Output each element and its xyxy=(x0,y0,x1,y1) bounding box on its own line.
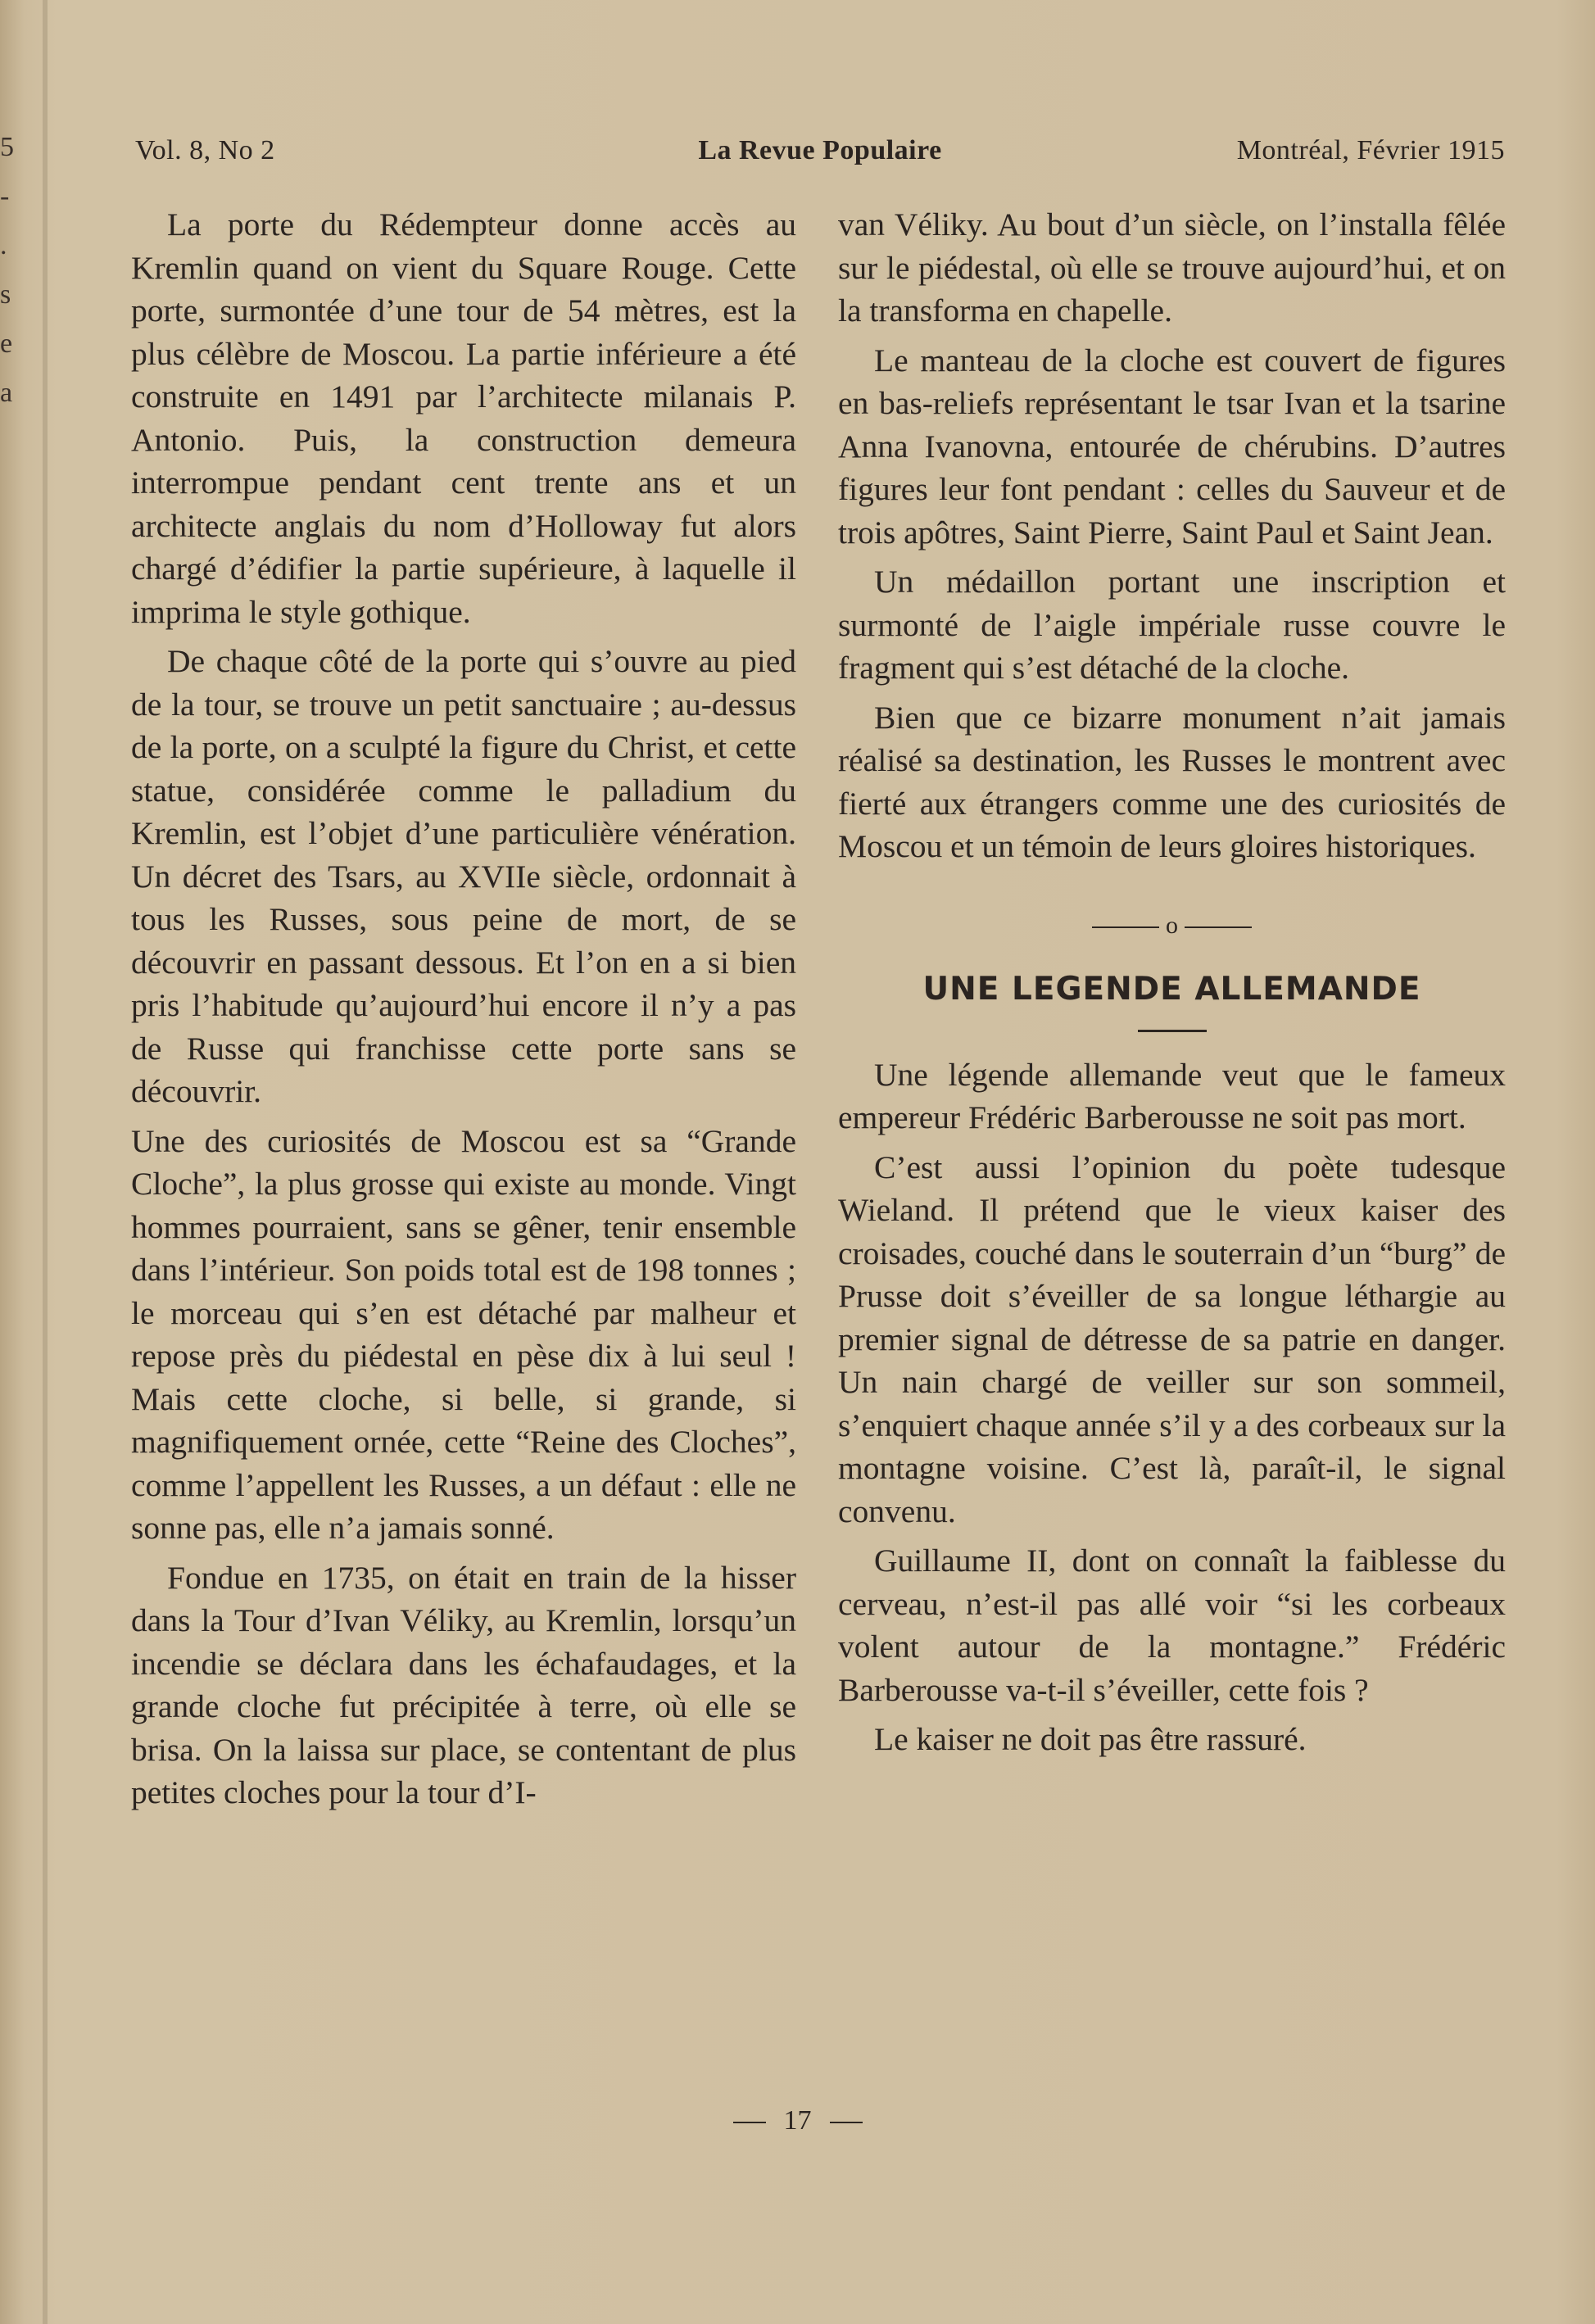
page-number: 17 xyxy=(783,2105,812,2136)
right-column xyxy=(838,203,1506,1768)
paragraph: Guillaume II, dont on connaît la faiblesse du cerveau, n’est-il pas allé voir “si les corbeaux volent autour de la montagne.” Frédéric Barberousse va-t-il s’éveiller, cette fois ? xyxy=(838,1543,1506,1708)
place-date: Montréal, Février 1915 xyxy=(1236,135,1505,165)
edge-mark: . xyxy=(0,230,7,260)
paragraph: Un médaillon portant une inscription et surmonté de l’aigle impériale russe couvre le fragment qui s’est détaché de la cloche. xyxy=(838,564,1506,686)
paragraph: Bien que ce bizarre monument n’ait jamais réalisé sa destination, les Russes le montrent avec fierté aux étrangers comme une des curiosités de Moscou et un témoin de leurs gloires historiques. xyxy=(838,699,1506,864)
edge-mark: e xyxy=(0,328,13,359)
edge-mark: 5 xyxy=(0,132,14,162)
paragraph-continuation: van Véliky. Au bout d’un siècle, on l’installa fêlée sur le piédestal, où elle se trouve aujourd’hui, et on la transforma en chapelle. xyxy=(838,206,1506,328)
edge-mark: a xyxy=(0,378,13,408)
section-separator xyxy=(838,904,1506,948)
title-underline xyxy=(1138,1030,1207,1032)
footer-dash xyxy=(830,2122,863,2123)
page-footer xyxy=(0,2105,1595,2136)
paragraph: Une légende allemande veut que le fameux empereur Frédéric Barberousse ne soit pas mort. xyxy=(838,1056,1506,1135)
paragraph: Le manteau de la cloche est couvert de figures en bas-reliefs représentant le tsar Ivan et la tsarine Anna Ivanovna, entourée de chérubins. D’autres figures leur font pendant : celles du Sauveur et de trois apôtres, Saint Pierre, Saint Paul et Saint Jean. xyxy=(838,342,1506,550)
separator-rule xyxy=(1092,926,1159,928)
paragraph: Une des curiosités de Moscou est sa “Grande Cloche”, la plus grosse qui existe au monde. Vingt hommes pourraient, sans se gêner, tenir ensemble dans l’intérieur. Son poids total est de 198 tonnes ; le morceau qui s’en est détaché par malheur et repose près du piédestal en pèse dix à lui seul ! Mais cette cloche, si belle, si grande, si magnifiquement ornée, cette “Reine des Cloches”, comme l’appellent les Russes, a un défaut : elle ne sonne pas, elle n’a jamais sonné. xyxy=(131,1122,796,1546)
article-title: UNE LEGENDE ALLEMANDE xyxy=(922,971,1421,1008)
page-binding-shadow xyxy=(43,0,48,2324)
footer-dash xyxy=(733,2122,766,2123)
paragraph: Le kaiser ne doit pas être rassuré. xyxy=(874,1721,1307,1757)
edge-mark: s xyxy=(0,279,11,310)
adjacent-page-edge xyxy=(0,123,18,418)
edge-mark: - xyxy=(0,181,10,211)
paragraph: De chaque côté de la porte qui s’ouvre au pied de la tour, se trouve un petit sanctuaire ; au-dessus de la porte, on a sculpté la figure du Christ, et cette statue, considérée comme le palladium du Kremlin, est l’objet d’une particulière vénération. Un décret des Tsars, au XVIIe siècle, ordonnait à tous les Russes, sous peine de mort, de se découvrir en passant dessous. Et l’on en a si bien pris l’habitude qu’aujourd’hui encore il n’y a pas de Russe qui franchisse cette porte sans se découvrir. xyxy=(131,643,796,1109)
paragraph: La porte du Rédempteur donne accès au Kremlin quand on vient du Square Rouge. Cette porte, surmontée d’une tour de 54 mètres, est la plus célèbre de Moscou. La partie inférieure a été construite en 1491 par l’architecte milanais P. Antonio. Puis, la construction demeura interrompue pendant cent trente ans et un architecte anglais du nom d’Holloway fut alors chargé d’édifier la partie supérieure, à laquelle il imprima le style gothique. xyxy=(131,206,796,630)
separator-rule xyxy=(1185,926,1252,928)
paragraph: Fondue en 1735, on était en train de la hisser dans la Tour d’Ivan Véliky, au Kremlin, lorsqu’un incendie se déclara dans les échafaudages, et la grande cloche fut précipitée à terre, où elle se brisa. On la laissa sur place, se contentant de plus petites cloches pour la tour d’I- xyxy=(131,1559,796,1810)
journal-title: La Revue Populaire xyxy=(698,135,942,165)
separator-mark: o xyxy=(1166,911,1178,939)
left-column xyxy=(131,203,796,1821)
volume-number: Vol. 8, No 2 xyxy=(135,135,275,165)
running-header xyxy=(135,135,1505,176)
paragraph: C’est aussi l’opinion du poète tudesque Wieland. Il prétend que le vieux kaiser des croisades, couché dans le souterrain d’un “burg” de Prusse doit s’éveiller de sa longue léthargie au premier signal de détresse de sa patrie en danger. Un nain chargé de veiller sur son sommeil, s’enquiert chaque année s’il y a des corbeaux sur la montagne voisine. C’est là, paraît-il, le signal convenu. xyxy=(838,1148,1506,1529)
